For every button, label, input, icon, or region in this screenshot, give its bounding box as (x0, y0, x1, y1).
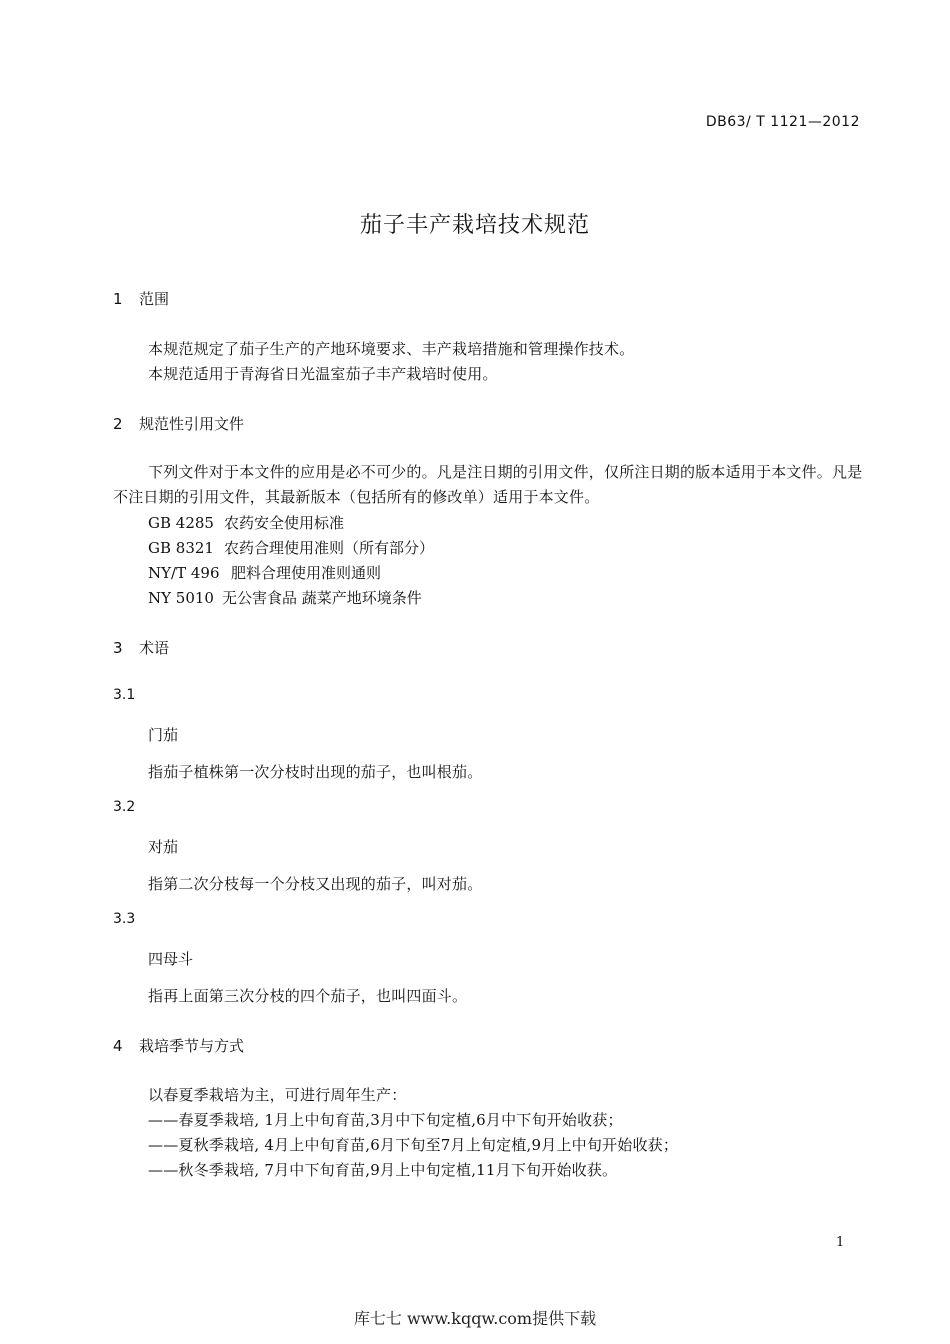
reference-item (148, 562, 381, 583)
reference-code: GB 8321 (148, 539, 214, 557)
reference-title: 肥料合理使用准则通则 (231, 564, 382, 582)
reference-item (148, 587, 422, 608)
section-3-heading (113, 637, 169, 658)
term-definition: 指茄子植株第一次分枝时出现的茄子，也叫根茄。 (148, 763, 483, 781)
section-title: 栽培季节与方式 (139, 1037, 245, 1055)
references-intro-paragraph: 下列文件对于本文件的应用是必不可少的。凡是注日期的引用文件，仅所注日期的版本适用于本文件。凡是不注日期的引用文件，其最新版本（包括所有的修改单）适用于本文件。 (113, 463, 863, 506)
list-item: ——夏秋季栽培, 4月上中旬育苗,6月下旬至7月上旬定植,9月上中旬开始收获； (148, 1136, 679, 1154)
term-number: 3.1 (113, 687, 136, 703)
reference-code: NY 5010 (148, 589, 214, 607)
section-title: 范围 (139, 290, 170, 308)
paragraph-line: 本规范规定了茄子生产的产地环境要求、丰产栽培措施和管理操作技术。 (148, 340, 635, 358)
section-number: 1 (113, 290, 123, 308)
download-watermark: 库七七 www.kqqw.com提供下载 (353, 1309, 597, 1328)
page-number: 1 (836, 1235, 845, 1250)
section-1-heading (113, 288, 169, 309)
reference-code: GB 4285 (148, 514, 214, 532)
document-title: 茄子丰产栽培技术规范 (359, 213, 590, 238)
section-title: 规范性引用文件 (139, 415, 245, 433)
paragraph-line: 本规范适用于青海省日光温室茄子丰产栽培时使用。 (148, 365, 498, 383)
section-2-heading (113, 413, 244, 434)
term-number: 3.2 (113, 799, 136, 815)
term-name: 四母斗 (148, 950, 194, 968)
reference-item (148, 512, 344, 533)
reference-title: 农药安全使用标准 (224, 514, 345, 532)
section-4-heading (113, 1035, 244, 1056)
term-name: 门茄 (148, 726, 179, 744)
paragraph-line: 以春夏季栽培为主，可进行周年生产： (148, 1086, 407, 1104)
reference-code: NY/T 496 (148, 564, 220, 582)
section-number: 3 (113, 639, 123, 657)
reference-title: 农药合理使用准则（所有部分） (224, 539, 435, 557)
term-definition: 指第二次分枝每一个分枝又出现的茄子，叫对茄。 (148, 875, 483, 893)
list-item: ——春夏季栽培, 1月上中旬育苗,3月中下旬定植,6月中下旬开始收获； (148, 1111, 623, 1129)
list-item: ——秋冬季栽培, 7月中下旬育苗,9月上中旬定植,11月下旬开始收获。 (148, 1161, 618, 1179)
term-definition: 指再上面第三次分枝的四个茄子，也叫四面斗。 (148, 987, 468, 1005)
section-number: 4 (113, 1037, 123, 1055)
reference-title: 无公害食品 蔬菜产地环境条件 (222, 589, 422, 607)
section-title: 术语 (139, 639, 170, 657)
reference-item (148, 537, 434, 558)
term-number: 3.3 (113, 911, 136, 927)
section-number: 2 (113, 415, 123, 433)
standard-code: DB63/ T 1121—2012 (705, 114, 860, 130)
term-name: 对茄 (148, 838, 179, 856)
